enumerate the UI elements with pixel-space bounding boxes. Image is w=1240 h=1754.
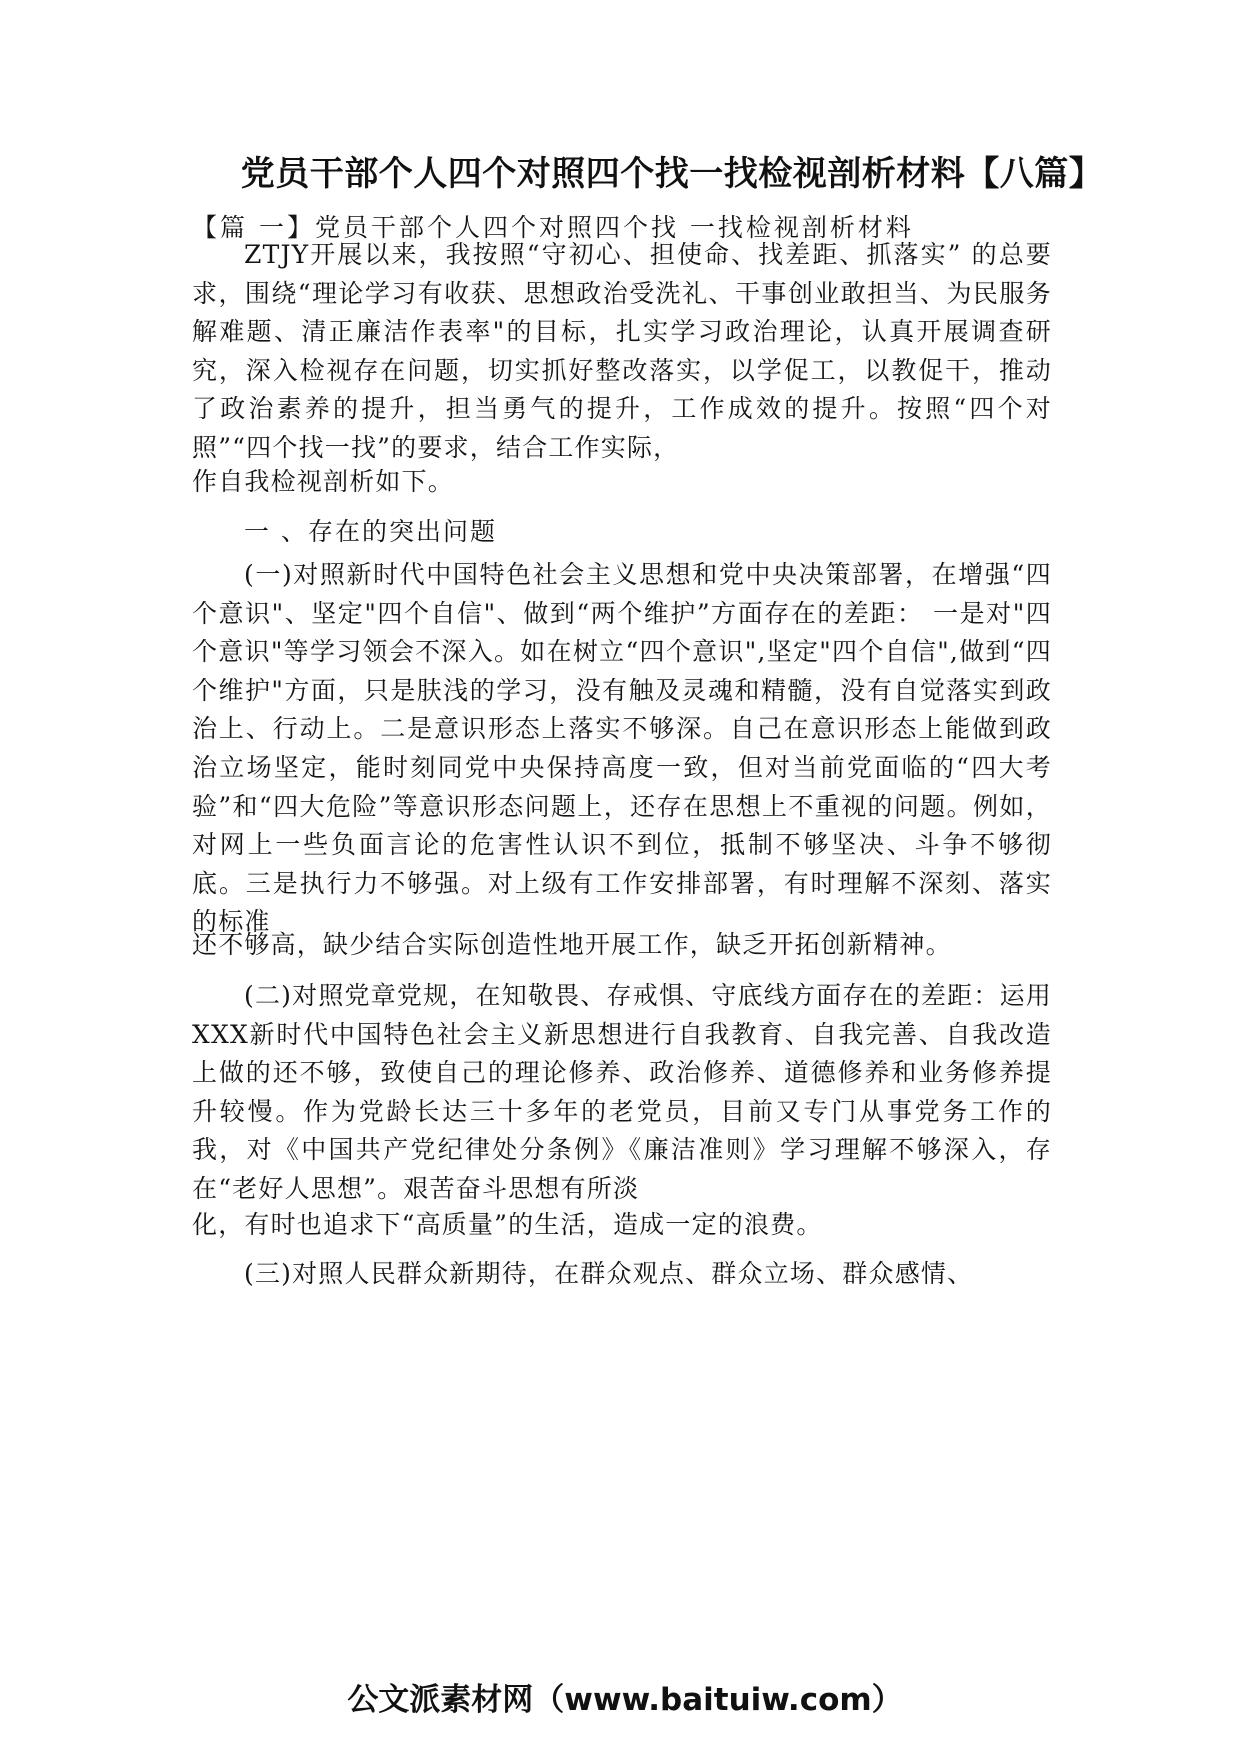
paragraph-2: (二)对照党章党规，在知敬畏、存戒惧、守底线方面存在的差距：运用XXX新时代中国特色社会主义新思想进行自我教育、自我完善、自我改造上做的还不够，致使自己的理论修养、政治修养、道德修养和业务修养提升较慢。作为党龄长达三十多年的老党员，目前又专门从事党务工作的我，对《中国共产党纪律处分条例》《廉洁准则》学习理解不够深入，存在“老好人思想”。艰苦奋斗思想有所淡 (192, 981, 1052, 1203)
intro-paragraph-tail: 作自我检视剖析如下。 (192, 467, 455, 496)
document-title: 党员干部个人四个对照四个找一找检视剖析材料【八篇】 (240, 154, 1104, 194)
intro-paragraph: ZTJY开展以来，我按照“守初心、担使命、找差距、抓落实” 的总要求，围绕“理论学习有收获、思想政治受洗礼、干事创业敢担当、为民服务解难题、清正廉洁作表率"的目标，扎实学习政治理论，认真开展调查研究，深入检视存在问题，切实抓好整改落实，以学促工，以教促干，推动了政治素养的提升，担当勇气的提升，工作成效的提升。按照“四个对照”“四个找一找”的要求，结合工作实际， (192, 240, 1052, 462)
paragraph-1: (一)对照新时代中国特色社会主义思想和党中央决策部署，在增强“四个意识"、坚定"四个自信"、做到“两个维护”方面存在的差距： 一是对"四个意识"等学习领会不深入。如在树立“四个意识",坚定"四个自信",做到“四个维护"方面，只是肤浅的学习，没有触及灵魂和精髓，没有自觉落实到政治上、行动上。二是意识形态上落实不够深。自己在意识形态上能做到政治立场坚定，能时刻同党中央保持高度一致，但对当前党面临的“四大考验”和“四大危险”等意识形态问题上，还存在思想上不重视的问题。例如，对网上一些负面言论的危害性认识不到位，抵制不够坚决、斗争不够彻底。三是执行力不够强。对上级有工作安排部署，有时理解不深刻、落实的标准 (192, 560, 1052, 937)
paragraph-2-tail: 化，有时也追求下“高质量”的生活，造成一定的浪费。 (192, 1210, 823, 1239)
paragraph-1-tail: 还不够高，缺少结合实际创造性地开展工作，缺乏开拓创新精神。 (192, 930, 952, 959)
section-subtitle: 【篇 一】党员干部个人四个对照四个找 一找检视剖析材料 (192, 213, 914, 242)
footer-watermark: 公文派素材网（www.baituiw.com） (347, 1682, 903, 1718)
paragraph-3: (三)对照人民群众新期待，在群众观点、群众立场、群众感情、 (244, 1259, 974, 1288)
section-heading: 一 、存在的突出问题 (244, 517, 497, 546)
